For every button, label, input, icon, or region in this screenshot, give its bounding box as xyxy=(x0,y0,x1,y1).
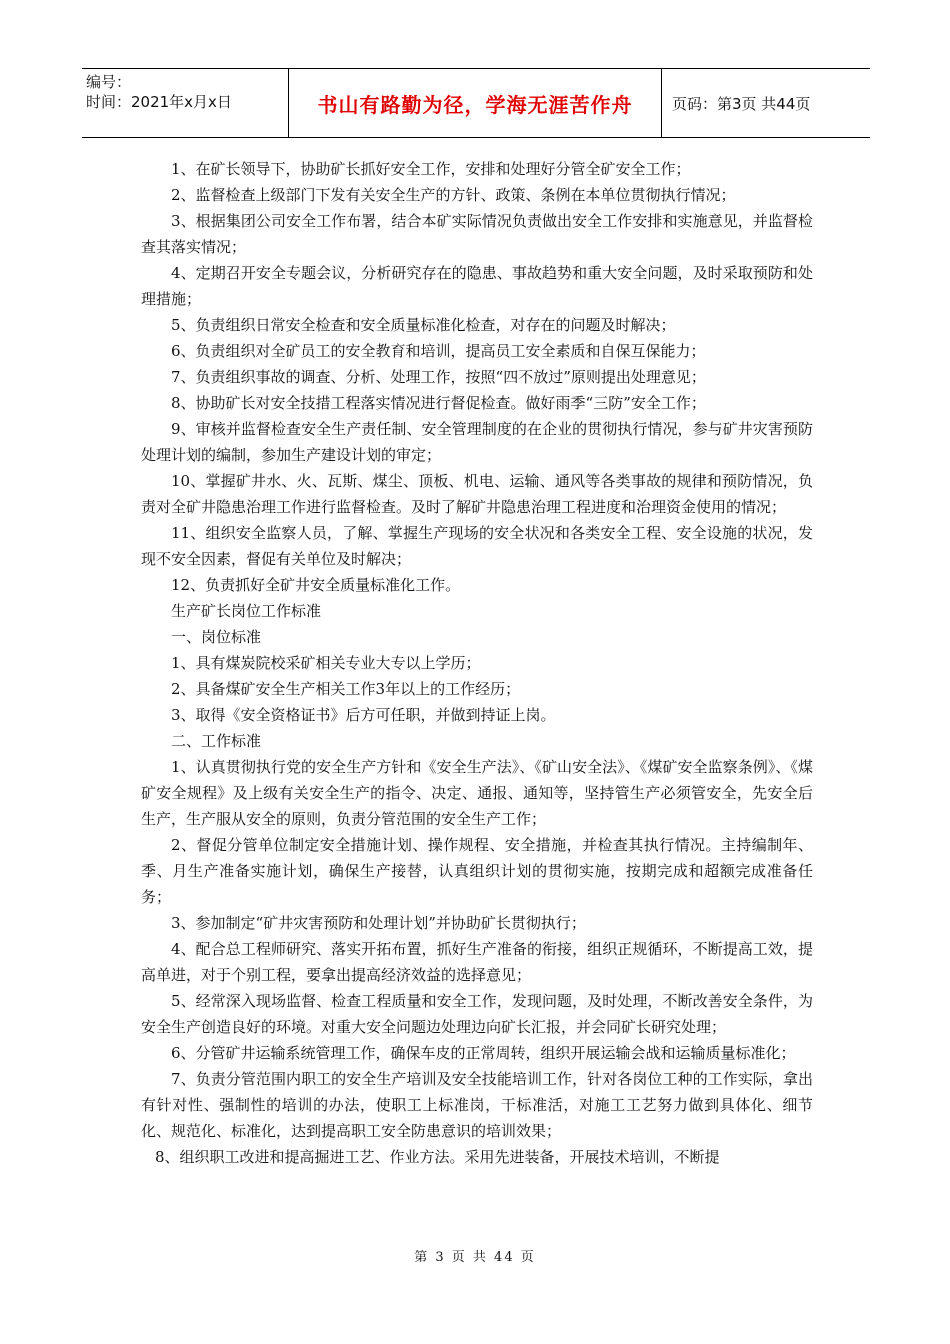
paragraph: 4、定期召开安全专题会议，分析研究存在的隐患、事故趋势和重大安全问题，及时采取预防和处理措施； xyxy=(141,264,813,308)
document-body xyxy=(141,156,813,1170)
header-meta xyxy=(82,69,288,137)
document-number-label: 编号： xyxy=(86,73,132,91)
page-header xyxy=(82,68,870,138)
section-title: 生产矿长岗位工作标准 xyxy=(171,602,322,620)
header-page-info: 页码：第3页 共44页 xyxy=(672,94,811,113)
document-date: 时间：2021年x月x日 xyxy=(86,93,232,111)
page-footer: 第 3 页 共 44 页 xyxy=(414,1250,536,1265)
paragraph: 6、分管矿井运输系统管理工作，确保车皮的正常周转，组织开展运输会战和运输质量标准化； xyxy=(171,1044,796,1062)
paragraph: 5、经常深入现场监督、检查工程质量和安全工作，发现问题，及时处理，不断改善安全条件，为安全生产创造良好的环境。对重大安全问题边处理边向矿长汇报，并会同矿长研究处理； xyxy=(141,992,813,1036)
paragraph: 12、负责抓好全矿井安全质量标准化工作。 xyxy=(171,576,461,594)
paragraph: 3、根据集团公司安全工作布署，结合本矿实际情况负责做出安全工作安排和实施意见，并监督检查其落实情况； xyxy=(141,212,813,256)
section-heading: 一、岗位标准 xyxy=(171,628,262,646)
paragraph: 6、负责组织对全矿员工的安全教育和培训，提高员工安全素质和自保互保能力； xyxy=(171,342,706,360)
header-motto: 书山有路勤为径，学海无涯苦作舟 xyxy=(288,69,662,137)
paragraph: 3、参加制定“矿井灾害预防和处理计划”并协助矿长贯彻执行； xyxy=(171,914,586,932)
paragraph: 8、组织职工改进和提高掘进工艺、作业方法。采用先进装备，开展技术培训，不断提 xyxy=(155,1148,720,1166)
paragraph: 11、组织安全监察人员，了解、掌握生产现场的安全状况和各类安全工程、安全设施的状况，发现不安全因素，督促有关单位及时解决； xyxy=(141,524,813,568)
paragraph: 5、负责组织日常安全检查和安全质量标准化检查，对存在的问题及时解决； xyxy=(171,316,676,334)
paragraph: 9、审核并监督检查安全生产责任制、安全管理制度的在企业的贯彻执行情况，参与矿井灾害预防处理计划的编制，参加生产建设计划的审定； xyxy=(141,420,813,464)
paragraph: 10、掌握矿井水、火、瓦斯、煤尘、顶板、机电、运输、通风等各类事故的规律和预防情况，负责对全矿井隐患治理工作进行监督检查。及时了解矿井隐患治理工程进度和治理资金使用的情况； xyxy=(141,472,813,516)
paragraph: 2、督促分管单位制定安全措施计划、操作规程、安全措施，并检查其执行情况。主持编制年、季、月生产准备实施计划，确保生产接替，认真组织计划的贯彻实施，按期完成和超额完成准备任务； xyxy=(141,836,813,906)
paragraph: 8、协助矿长对安全技措工程落实情况进行督促检查。做好雨季“三防”安全工作； xyxy=(171,394,706,412)
paragraph: 1、在矿长领导下，协助矿长抓好安全工作，安排和处理好分管全矿安全工作； xyxy=(171,160,691,178)
paragraph: 7、负责分管范围内职工的安全生产培训及安全技能培训工作，针对各岗位工种的工作实际，拿出有针对性、强制性的培训的办法，使职工上标准岗，干标准活，对施工工艺努力做到具体化、细节化、规范化、标准化，达到提高职工安全防患意识的培训效果； xyxy=(141,1070,813,1140)
paragraph: 3、取得《安全资格证书》后方可任职，并做到持证上岗。 xyxy=(171,706,556,724)
section-heading: 二、工作标准 xyxy=(171,732,262,750)
paragraph: 1、具有煤炭院校采矿相关专业大专以上学历； xyxy=(171,654,481,672)
paragraph: 2、监督检查上级部门下发有关安全生产的方针、政策、条例在本单位贯彻执行情况； xyxy=(171,186,736,204)
paragraph: 4、配合总工程师研究、落实开拓布置，抓好生产准备的衔接，组织正规循环，不断提高工效，提高单进，对于个别工程，要拿出提高经济效益的选择意见； xyxy=(141,940,813,984)
paragraph: 7、负责组织事故的调查、分析、处理工作，按照“四不放过”原则提出处理意见； xyxy=(171,368,706,386)
paragraph: 2、具备煤矿安全生产相关工作3年以上的工作经历； xyxy=(171,680,521,698)
paragraph: 1、认真贯彻执行党的安全生产方针和《安全生产法》、《矿山安全法》、《煤矿安全监察条例》、《煤矿安全规程》及上级有关安全生产的指令、决定、通报、通知等，坚持管生产必须管安全，先安全后生产，生产服从安全的原则，负责分管范围的安全生产工作； xyxy=(141,758,813,828)
